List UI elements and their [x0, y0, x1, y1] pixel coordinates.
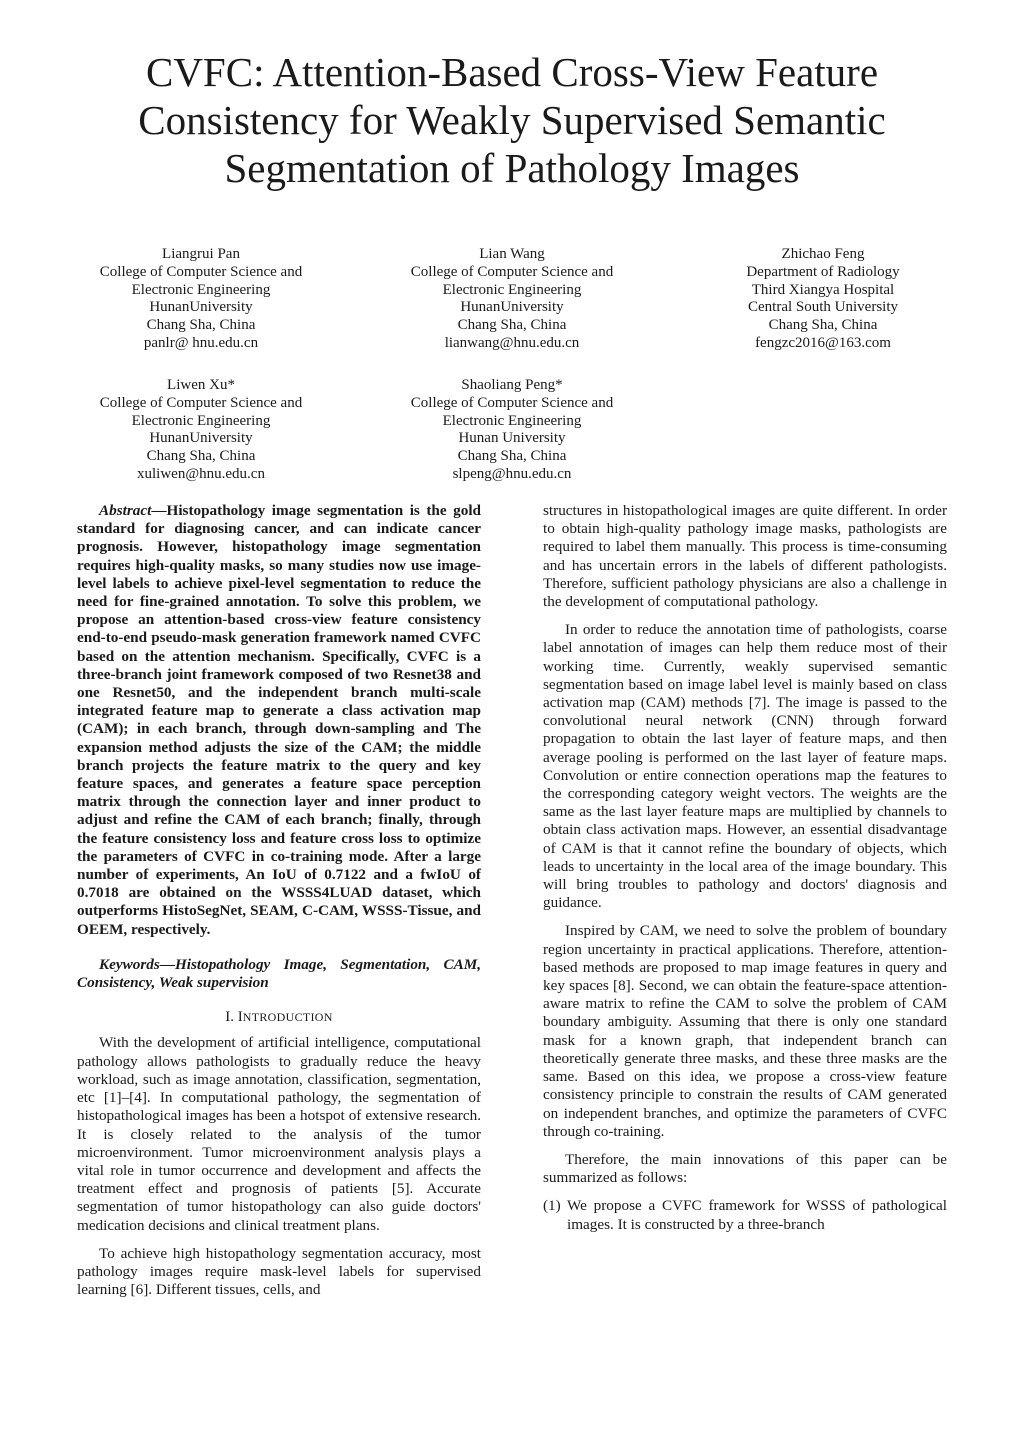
section-number: I.	[225, 1009, 235, 1026]
author-name: Zhichao Feng	[781, 246, 865, 262]
author-affiliation-line: HunanUniversity	[149, 430, 253, 447]
author-affiliation-line: Third Xiangya Hospital	[751, 281, 895, 298]
author-name: Liangrui Pan	[162, 246, 240, 262]
author-affiliation-line: Chang Sha, China	[768, 317, 878, 334]
left-column	[77, 502, 481, 1299]
author-affiliation-line: Chang Sha, China	[457, 448, 567, 465]
author-affiliation-line: College of Computer Science and	[99, 394, 303, 411]
author-affiliation-line: Department of Radiology	[746, 263, 900, 280]
author-block	[367, 377, 657, 484]
paragraph: In order to reduce the annotation time of pathologists, coarse label annotation of images can help them reduce most of their working time. Currently, weakly supervised semantic segmentation based on image label level is mainly based on class activation map (CAM) methods [7]. The image is passed to the convolutional neural network (CNN) through forward propagation to obtain the last layer of feature maps, and then average pooling is performed on the last layer of feature maps. Convolution or entire connection operations map the features to the corresponding category weight vectors. The weights are the same as the last layer feature maps are multiplied by channels to obtain class activation maps. However, an essential disadvantage of CAM is that it cannot refine the boundary of objects, which leads to uncertainty in the local area of the image boundary. This will bring troubles to pathology and doctors' diagnosis and guidance.	[543, 621, 947, 912]
title-line: Consistency for Weakly Supervised Semantic	[138, 97, 886, 143]
author-affiliation-line: College of Computer Science and	[410, 394, 614, 411]
author-affiliation-line: Electronic Engineering	[442, 412, 582, 429]
abstract-dash: —	[151, 502, 167, 519]
list-text: We propose a CVFC framework for WSSS of pathological images. It is constructed by a three-branch	[567, 1197, 947, 1233]
author-name: Shaoliang Peng*	[461, 377, 563, 393]
keywords-text: Histopathology Image, Segmentation, CAM, Consistency, Weak supervision	[77, 955, 481, 992]
abstract-label: Abstract	[99, 502, 152, 519]
author-affiliation-line: Chang Sha, China	[457, 317, 567, 334]
abstract-text: Histopathology image segmentation is the gold standard for diagnosing cancer, and can indicate cancer prognosis. However, histopathology image segmentation requires high-quality masks, so many studies now use image-level labels to achieve pixel-level segmentation to reduce the need for fine-grained annotation. To solve this problem, we propose an attention-based cross-view feature consistency end-to-end pseudo-mask generation framework named CVFC based on the attention mechanism. Specifically, CVFC is a three-branch joint framework composed of two Resnet38 and one Resnet50, and the independent branch multi-scale integrated feature map to generate a class activation map (CAM); in each branch, through down-sampling and The expansion method adjusts the size of the CAM; the middle branch projects the feature matrix to the query and key feature spaces, and generates a feature space perception matrix through the connection layer and inner product to adjust and refine the CAM of each branch; finally, through the feature consistency loss and feature cross loss to optimize the parameters of CVFC in co-training mode. After a large number of experiments, An IoU of 0.7122 and a fwIoU of 0.7018 are obtained on the WSSS4LUAD dataset, which outperforms HistoSegNet, SEAM, C-CAM, WSSS-Tissue, and OEEM, respectively.	[77, 502, 481, 938]
author-affiliation-line: Central South University	[748, 299, 898, 316]
author-block	[56, 246, 346, 353]
paragraph: structures in histopathological images are quite different. In order to obtain high-quality pathology image masks, pathologists are required to label them manually. This process is time-consuming and has uncertain errors in the labels of different pathologists. Therefore, sufficient pathology physicians are also a challenge in the development of computational pathology.	[543, 502, 947, 611]
keywords-label: Keywords	[99, 955, 160, 973]
section-rest: NTRODUCTION	[242, 1010, 333, 1025]
author-affiliation-line: Hunan University	[458, 430, 566, 447]
author-email: panlr@ hnu.edu.cn	[143, 334, 259, 351]
author-affiliation-line: Electronic Engineering	[131, 412, 271, 429]
paragraph: With the development of artificial intelligence, computational pathology allows pathologists to gradually reduce the heavy workload, such as image annotation, classification, segmentation, etc [1]–[4]. In computational pathology, the segmentation of histopathological images has been a hotspot of extensive research. It is closely related to the analysis of the tumor microenvironment. Tumor microenvironment analysis plays a vital role in tumor occurrence and development and affects the treatment effect and prognosis of patients [5]. Accurate segmentation of tumor histopathology can also guide doctors' medication decisions and clinical treatment plans.	[77, 1034, 481, 1234]
author-email: slpeng@hnu.edu.cn	[452, 465, 572, 482]
abstract	[77, 502, 481, 939]
author-name: Liwen Xu*	[167, 377, 235, 393]
title-line: Segmentation of Pathology Images	[224, 145, 800, 191]
section-heading-introduction	[77, 1008, 481, 1026]
paper-title	[80, 48, 944, 192]
author-affiliation-line: HunanUniversity	[149, 299, 253, 316]
section-initial: I	[237, 1009, 243, 1026]
author-name: Lian Wang	[479, 246, 545, 262]
list-item	[543, 1197, 947, 1233]
author-email: xuliwen@hnu.edu.cn	[137, 465, 265, 482]
keywords-dash: —	[159, 955, 175, 973]
author-affiliation-line: College of Computer Science and	[99, 263, 303, 280]
author-affiliation-line: Electronic Engineering	[131, 281, 271, 298]
author-block	[678, 246, 968, 353]
keywords	[77, 956, 481, 992]
author-affiliation-line: HunanUniversity	[460, 299, 564, 316]
author-block	[56, 377, 346, 484]
author-email: fengzc2016@163.com	[755, 334, 891, 351]
author-affiliation-line: Chang Sha, China	[146, 317, 256, 334]
list-number: (1)	[543, 1197, 561, 1215]
right-column	[543, 502, 947, 1234]
author-affiliation-line: College of Computer Science and	[410, 263, 614, 280]
title-line: CVFC: Attention-Based Cross-View Feature	[145, 49, 879, 95]
paragraph: To achieve high histopathology segmentation accuracy, most pathology images require mask-level labels for supervised learning [6]. Different tissues, cells, and	[77, 1244, 481, 1299]
paragraph: Therefore, the main innovations of this paper can be summarized as follows:	[543, 1150, 947, 1187]
paragraph: Inspired by CAM, we need to solve the problem of boundary region uncertainty in practical applications. Therefore, attention-based methods are proposed to map image features in query and key spaces [8]. Second, we can obtain the feature-space attention-aware matrix to refine the CAM to solve the problem of CAM boundary ambiguity. Assuming that there is only one standard mask for a known graph, that independent branch can theoretically generate three masks, and these three masks are the same. Based on this idea, we propose a cross-view feature consistency principle to constrain the results of CAM generated on independent branches, and optimize the parameters of CVFC through co-training.	[543, 922, 947, 1140]
author-affiliation-line: Electronic Engineering	[442, 281, 582, 298]
author-affiliation-line: Chang Sha, China	[146, 448, 256, 465]
author-email: lianwang@hnu.edu.cn	[444, 334, 580, 351]
author-block	[367, 246, 657, 353]
